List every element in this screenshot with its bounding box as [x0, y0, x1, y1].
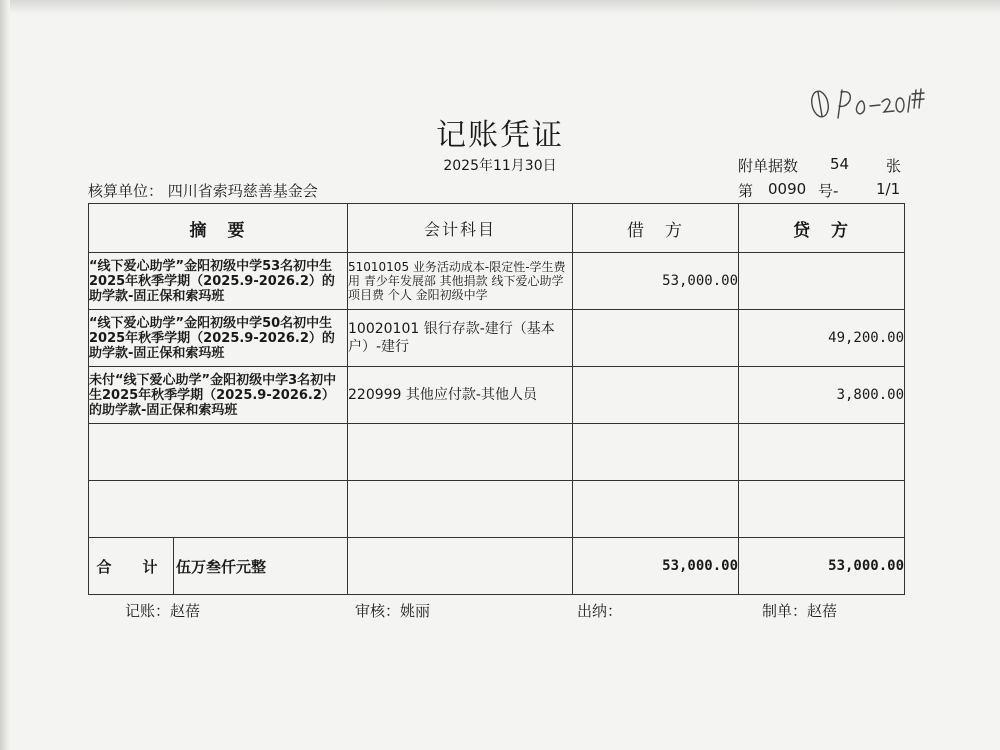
unit-name: 四川省索玛慈善基金会 — [167, 182, 318, 200]
bookkeeper-name: 赵蓓 — [170, 602, 201, 620]
unit-label: 核算单位： — [88, 182, 164, 200]
row-credit: 3,800.00 — [739, 367, 905, 424]
attachments-unit: 张 — [886, 157, 902, 175]
cashier-label: 出纳： — [577, 602, 623, 620]
reviewer-signoff — [355, 600, 430, 621]
total-cell — [89, 538, 348, 595]
voucher-date: 2025年11月30日 — [443, 158, 557, 174]
table-row — [89, 310, 905, 367]
total-label: 合 计 — [89, 538, 174, 594]
table-row — [89, 367, 905, 424]
cashier-signoff — [577, 600, 622, 621]
total-in-words: 伍万叁仟元整 — [176, 557, 267, 576]
scan-edge-top — [0, 0, 1000, 14]
preparer-signoff — [762, 600, 837, 621]
row-summary: “线下爱心助学”金阳初级中学50名初中生2025年秋季学期（2025.9-2026.2）的助学款-固正保和索玛班 — [89, 310, 348, 367]
row-account: 51010105 业务活动成本-限定性-学生费用 青少年发展部 其他捐款 线下爱心助学 项目费 个人 金阳初级中学 — [348, 253, 573, 310]
row-credit — [739, 481, 905, 538]
voucher-title: 记账凭证 — [436, 118, 564, 153]
row-summary — [89, 424, 348, 481]
total-account-blank — [348, 538, 573, 595]
header-summary: 摘 要 — [89, 204, 348, 253]
voucher-no-suffix: 号- — [818, 182, 839, 200]
attachments-count: 54 — [830, 155, 850, 173]
row-credit — [739, 424, 905, 481]
attachments-label: 附单据数 — [738, 157, 799, 175]
row-summary: 未付“线下爱心助学”金阳初级中学3名初中生2025年秋季学期（2025.9-2026.2）的助学款-固正保和索玛班 — [89, 367, 348, 424]
header-credit: 贷 方 — [739, 204, 905, 253]
row-credit: 49,200.00 — [739, 310, 905, 367]
header-debit: 借 方 — [573, 204, 739, 253]
table-header-row — [89, 204, 905, 253]
header-account: 会计科目 — [348, 204, 573, 253]
row-debit — [573, 367, 739, 424]
table-row — [89, 481, 905, 538]
voucher-no-value: 0090 — [768, 180, 807, 198]
reviewer-name: 姚丽 — [400, 602, 431, 620]
voucher-page: 1/1 — [876, 180, 901, 198]
row-debit — [573, 310, 739, 367]
table-row — [89, 253, 905, 310]
total-row — [89, 538, 905, 595]
preparer-label: 制单： — [762, 602, 808, 620]
total-credit: 53,000.00 — [739, 538, 905, 595]
row-account: 220999 其他应付款-其他人员 — [348, 367, 573, 424]
total-debit: 53,000.00 — [573, 538, 739, 595]
row-summary — [89, 481, 348, 538]
row-credit — [739, 253, 905, 310]
preparer-name: 赵蓓 — [807, 602, 838, 620]
row-debit — [573, 481, 739, 538]
accounting-unit — [88, 180, 318, 201]
row-summary: “线下爱心助学”金阳初级中学53名初中生2025年秋季学期（2025.9-2026.2）的助学款-固正保和索玛班 — [89, 253, 348, 310]
table-row — [89, 424, 905, 481]
bookkeeper-label: 记账： — [125, 602, 171, 620]
row-account — [348, 481, 573, 538]
row-debit — [573, 424, 739, 481]
row-account — [348, 424, 573, 481]
reviewer-label: 审核： — [355, 602, 401, 620]
bookkeeper-signoff — [125, 600, 200, 621]
row-debit: 53,000.00 — [573, 253, 739, 310]
voucher-table — [88, 203, 905, 595]
row-account: 10020101 银行存款-建行（基本户）-建行 — [348, 310, 573, 367]
voucher-no-prefix: 第 — [738, 182, 754, 200]
